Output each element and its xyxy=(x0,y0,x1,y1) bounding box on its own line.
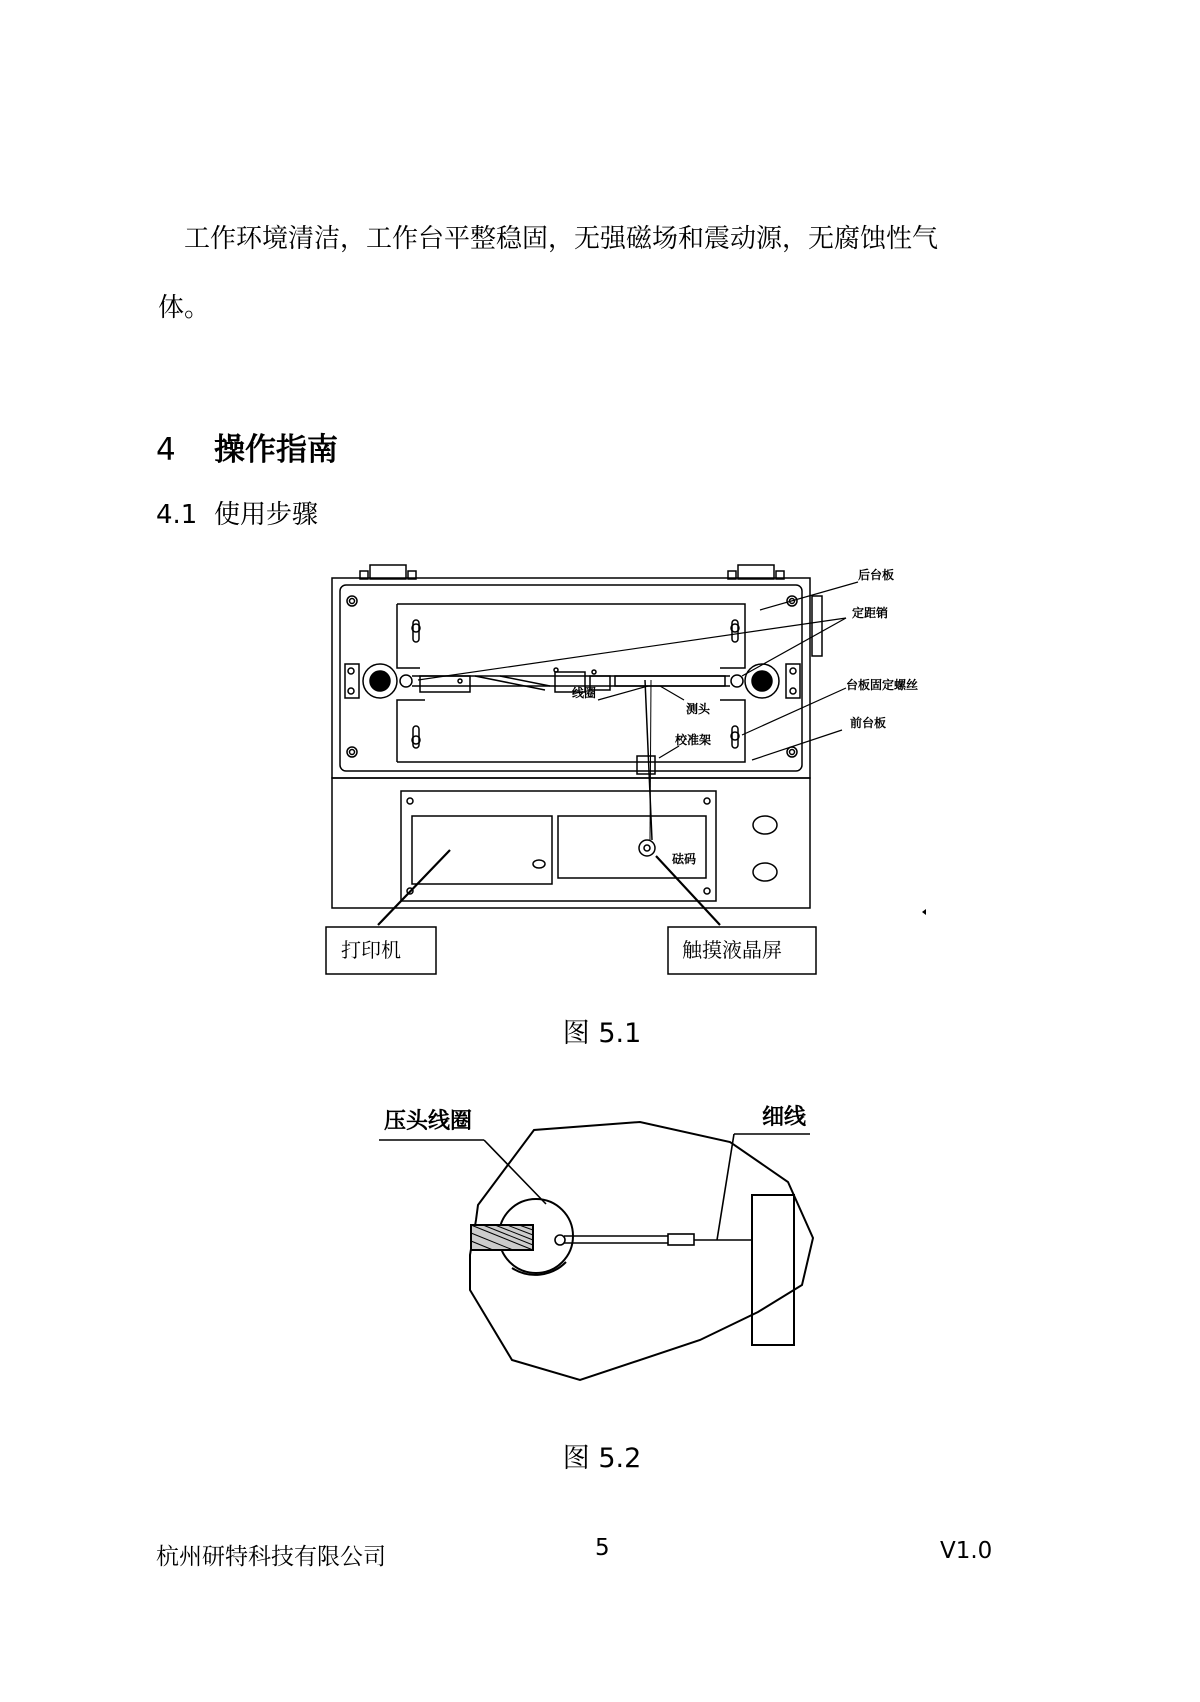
section-number: 4 xyxy=(156,432,176,468)
label-calib-frame: 校准架 xyxy=(675,733,712,747)
figure-5-1-caption: 图 5.1 xyxy=(562,1018,642,1049)
footer-version: V1.0 xyxy=(940,1538,993,1564)
printer-slot xyxy=(412,816,552,884)
leader-lines xyxy=(418,582,858,760)
hinge-left xyxy=(360,565,416,579)
figure-5-2-diagram xyxy=(375,1090,835,1390)
locating-pin-left xyxy=(400,675,412,687)
subsection-title: 使用步骤 xyxy=(214,500,319,530)
callout-arrows xyxy=(378,850,720,925)
intro-line-1: 工作环境清洁，工作台平整稳固，无强磁场和震动源，无腐蚀性气 xyxy=(184,224,939,254)
label-coil: 线圈 xyxy=(572,686,597,700)
label-rear-plate: 后台板 xyxy=(858,568,895,582)
center-beam xyxy=(412,668,730,692)
label-weight: 砝码 xyxy=(672,852,697,866)
subsection-number: 4.1 xyxy=(156,500,198,530)
label-printer: 打印机 xyxy=(341,938,401,962)
label-locating-pin: 定距销 xyxy=(852,606,889,620)
lcd-screen xyxy=(558,816,706,878)
label-plate-screw: 台板固定螺丝 xyxy=(846,678,919,692)
figure-5-1-diagram xyxy=(320,556,940,976)
label-press-coil: 压头线圈 xyxy=(384,1109,473,1134)
label-probe: 测头 xyxy=(686,702,711,716)
upper-housing xyxy=(332,578,810,778)
label-touch-lcd: 触摸液晶屏 xyxy=(682,938,782,962)
weight-icon xyxy=(639,840,655,856)
locating-pin-right xyxy=(731,675,743,687)
section-title: 操作指南 xyxy=(214,432,338,468)
label-front-plate: 前台板 xyxy=(850,716,887,730)
label-fine-wire: 细线 xyxy=(762,1105,807,1130)
section-heading xyxy=(156,424,338,469)
footer-company: 杭州研特科技有限公司 xyxy=(156,1544,386,1570)
press-coil-leader xyxy=(379,1140,546,1204)
figure-5-2-caption: 图 5.2 xyxy=(562,1443,642,1474)
intro-line-2: 体。 xyxy=(158,293,211,323)
mount-block xyxy=(752,1195,794,1345)
subsection-heading xyxy=(156,494,318,531)
hinge-right xyxy=(728,565,784,579)
lower-housing xyxy=(332,778,810,908)
fine-wire-leader xyxy=(717,1134,810,1240)
slots xyxy=(412,620,739,748)
footer-page-number: 5 xyxy=(595,1535,610,1561)
probe-arm xyxy=(555,1234,752,1245)
left-knob xyxy=(345,664,397,698)
